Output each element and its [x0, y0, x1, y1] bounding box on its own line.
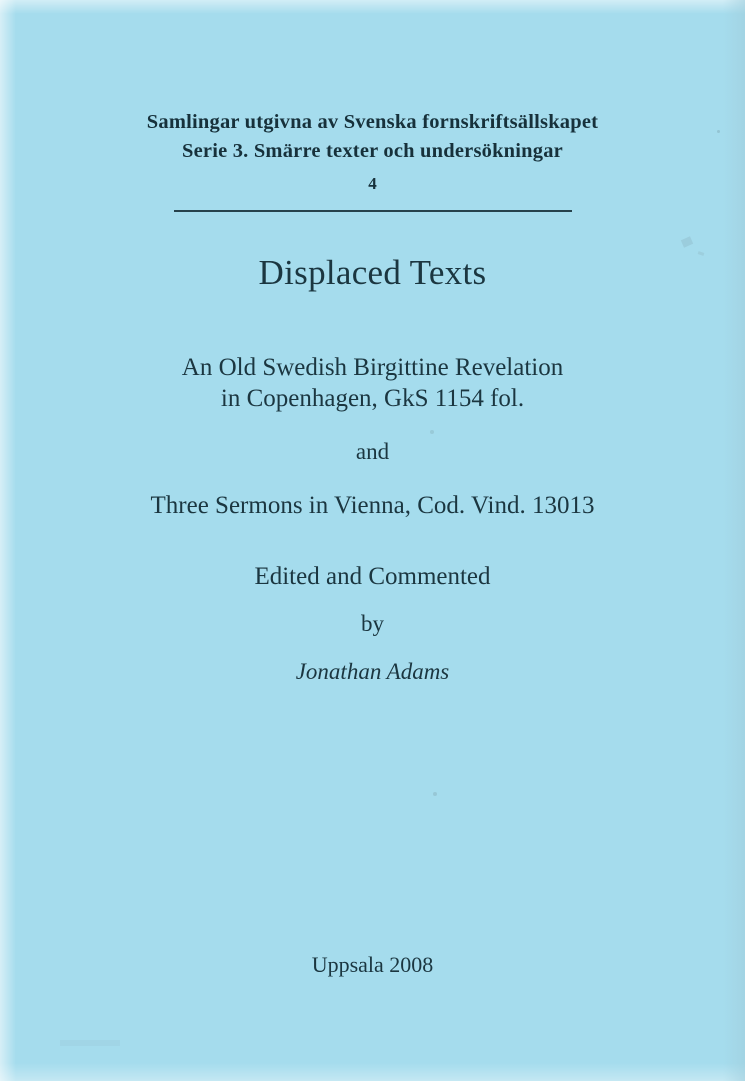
paper-blemish — [60, 1040, 120, 1046]
subtitle-line-3: Three Sermons in Vienna, Cod. Vind. 13013 — [150, 492, 595, 519]
paper-blemish — [433, 792, 437, 796]
series-block — [0, 108, 745, 212]
subtitle-line-2: in Copenhagen, GkS 1154 fol. — [220, 385, 525, 412]
credits-block — [0, 562, 745, 686]
subtitle-block — [0, 352, 745, 521]
imprint: Uppsala 2008 — [311, 952, 434, 977]
credit-by: by — [361, 611, 384, 636]
subtitle-line-1: An Old Swedish Birgittine Revelation — [181, 354, 564, 381]
series-line-1: Samlingar utgivna av Svenska fornskriftsällskapet — [146, 111, 599, 133]
paper-edge-highlight-bottom — [0, 1063, 745, 1081]
paper-edge-highlight-top — [0, 0, 745, 14]
subtitle-conjunction: and — [355, 439, 390, 464]
page-title: Displaced Texts — [258, 253, 487, 292]
author-name: Jonathan Adams — [295, 659, 450, 684]
paper-blemish — [681, 236, 693, 247]
credit-role: Edited and Commented — [254, 563, 491, 590]
horizontal-rule — [174, 210, 572, 212]
series-line-2: Serie 3. Smärre texter och undersökningar — [182, 140, 563, 162]
series-number: 4 — [368, 174, 377, 193]
